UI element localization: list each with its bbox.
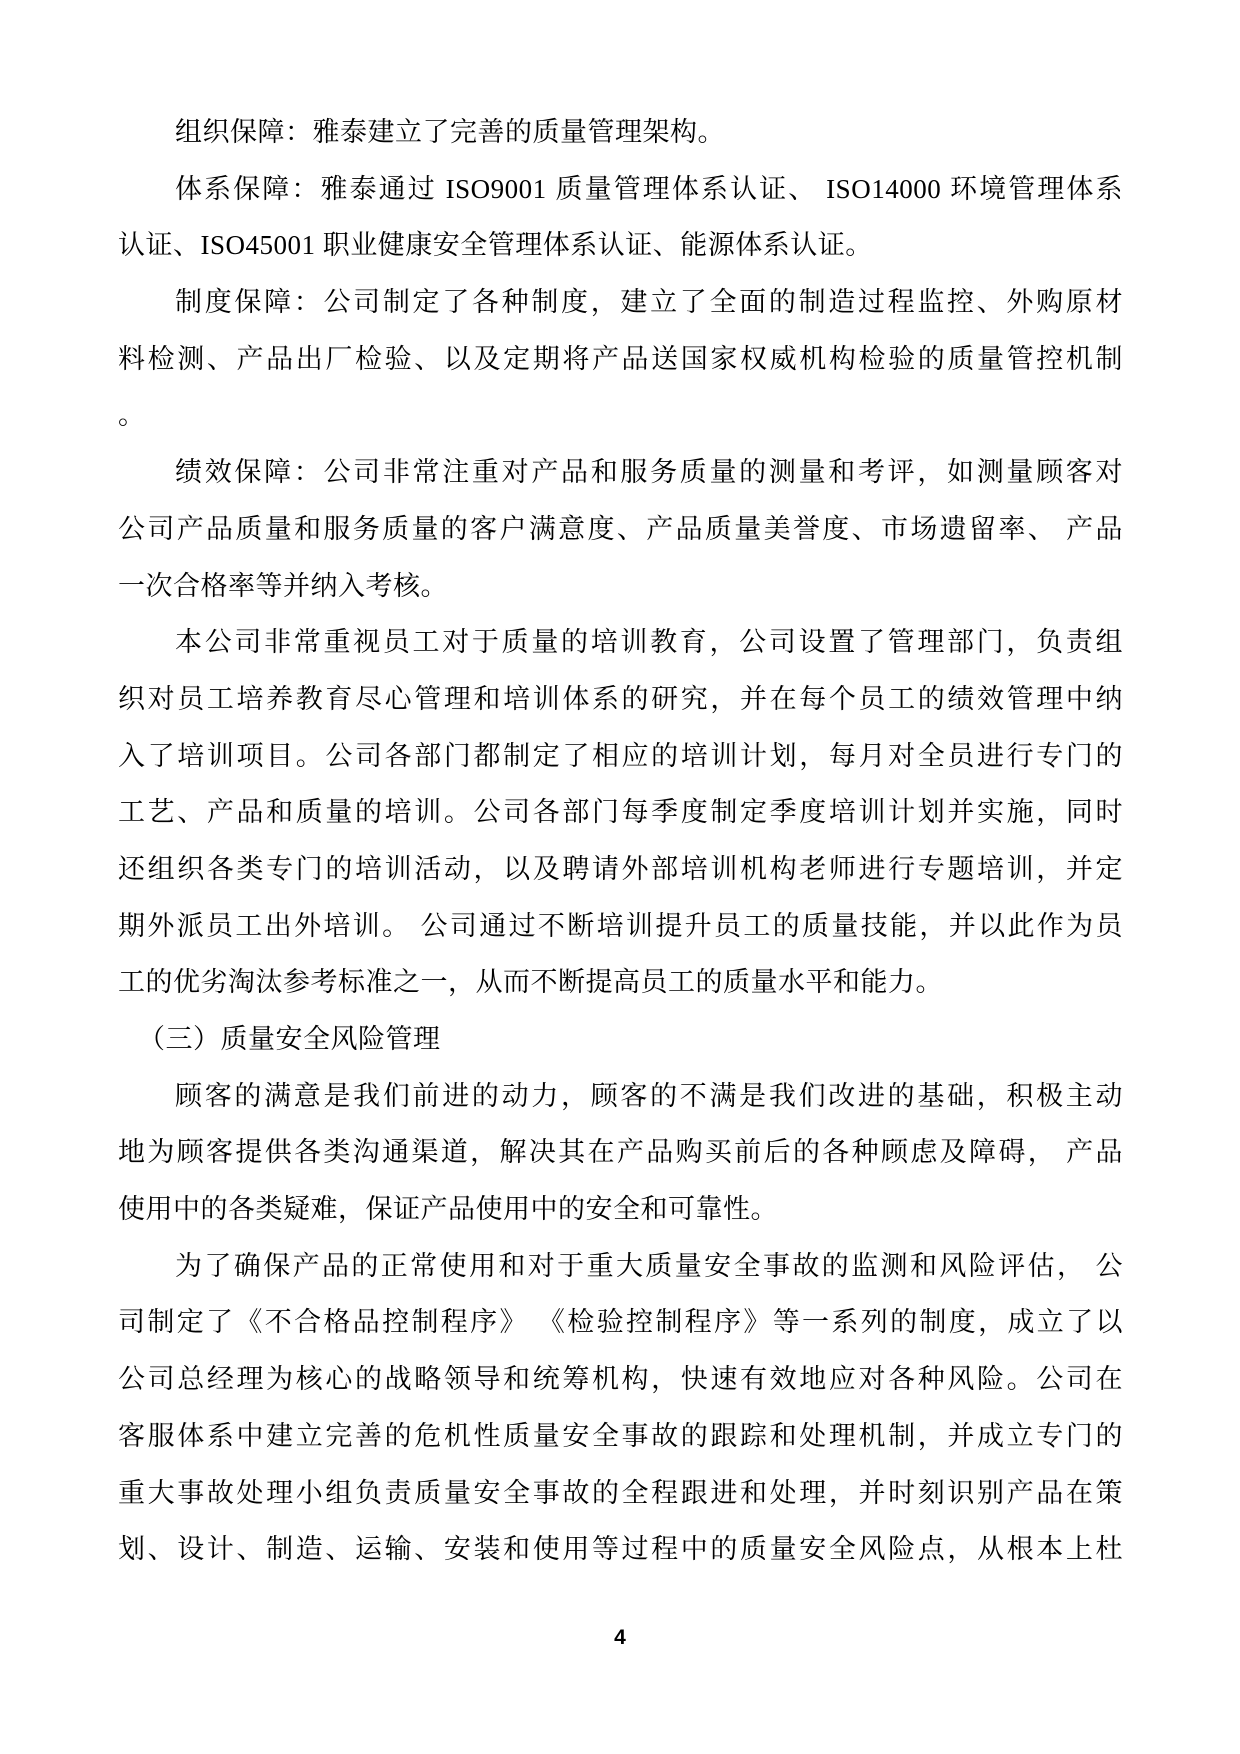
- text-line: 体系保障：雅泰通过 ISO9001 质量管理体系认证、 ISO14000 环境管理体系: [175, 173, 1123, 204]
- section-heading: （三）质量安全风险管理: [138, 1024, 441, 1054]
- text-line: 。: [118, 400, 146, 431]
- text-line: 入了培训项目。公司各部门都制定了相应的培训计划，每月对全员进行专门的: [118, 740, 1123, 771]
- text-line: 组织保障：雅泰建立了完善的质量管理架构。: [175, 117, 725, 147]
- text-line: 制度保障：公司制定了各种制度，建立了全面的制造过程监控、外购原材: [175, 287, 1123, 318]
- text-line: 为了确保产品的正常使用和对于重大质量安全事故的监测和风险评估， 公: [175, 1250, 1123, 1281]
- text-line: 公司产品质量和服务质量的客户满意度、产品质量美誉度、市场遗留率、 产品: [118, 513, 1123, 544]
- text-line: 顾客的满意是我们前进的动力，顾客的不满是我们改进的基础，积极主动: [175, 1080, 1123, 1111]
- text-line: 重大事故处理小组负责质量安全事故的全程跟进和处理，并时刻识别产品在策: [118, 1477, 1123, 1508]
- text-line: 划、设计、制造、运输、安装和使用等过程中的质量安全风险点，从根本上杜: [118, 1534, 1123, 1565]
- text-line: 工的优劣淘汰参考标准之一，从而不断提高员工的质量水平和能力。: [118, 967, 943, 998]
- text-line: 公司总经理为核心的战略领导和统筹机构，快速有效地应对各种风险。公司在: [118, 1364, 1123, 1395]
- text-line: 工艺、产品和质量的培训。公司各部门每季度制定季度培训计划并实施，同时: [118, 797, 1123, 828]
- text-line: 司制定了《不合格品控制程序》 《检验控制程序》等一系列的制度，成立了以: [118, 1307, 1123, 1338]
- text-line: 认证、ISO45001 职业健康安全管理体系认证、能源体系认证。: [118, 230, 873, 261]
- document-text: [118, 104, 1123, 1578]
- text-line: 使用中的各类疑难，保证产品使用中的安全和可靠性。: [118, 1194, 778, 1225]
- text-line: 本公司非常重视员工对于质量的培训教育，公司设置了管理部门，负责组: [175, 627, 1123, 658]
- text-line: 期外派员工出外培训。 公司通过不断培训提升员工的质量技能，并以此作为员: [118, 910, 1123, 941]
- text-line: 地为顾客提供各类沟通渠道，解决其在产品购买前后的各种顾虑及障碍， 产品: [118, 1137, 1123, 1168]
- text-line: 客服体系中建立完善的危机性质量安全事故的跟踪和处理机制，并成立专门的: [118, 1420, 1123, 1451]
- text-line: 料检测、产品出厂检验、以及定期将产品送国家权威机构检验的质量管控机制: [118, 343, 1123, 374]
- text-line: 织对员工培养教育尽心管理和培训体系的研究，并在每个员工的绩效管理中纳: [118, 683, 1123, 714]
- text-line: 一次合格率等并纳入考核。: [118, 570, 448, 601]
- text-line: 绩效保障：公司非常注重对产品和服务质量的测量和考评，如测量顾客对: [175, 457, 1123, 488]
- page-number: 4: [614, 1626, 626, 1649]
- text-line: 还组织各类专门的培训活动，以及聘请外部培训机构老师进行专题培训，并定: [118, 853, 1123, 884]
